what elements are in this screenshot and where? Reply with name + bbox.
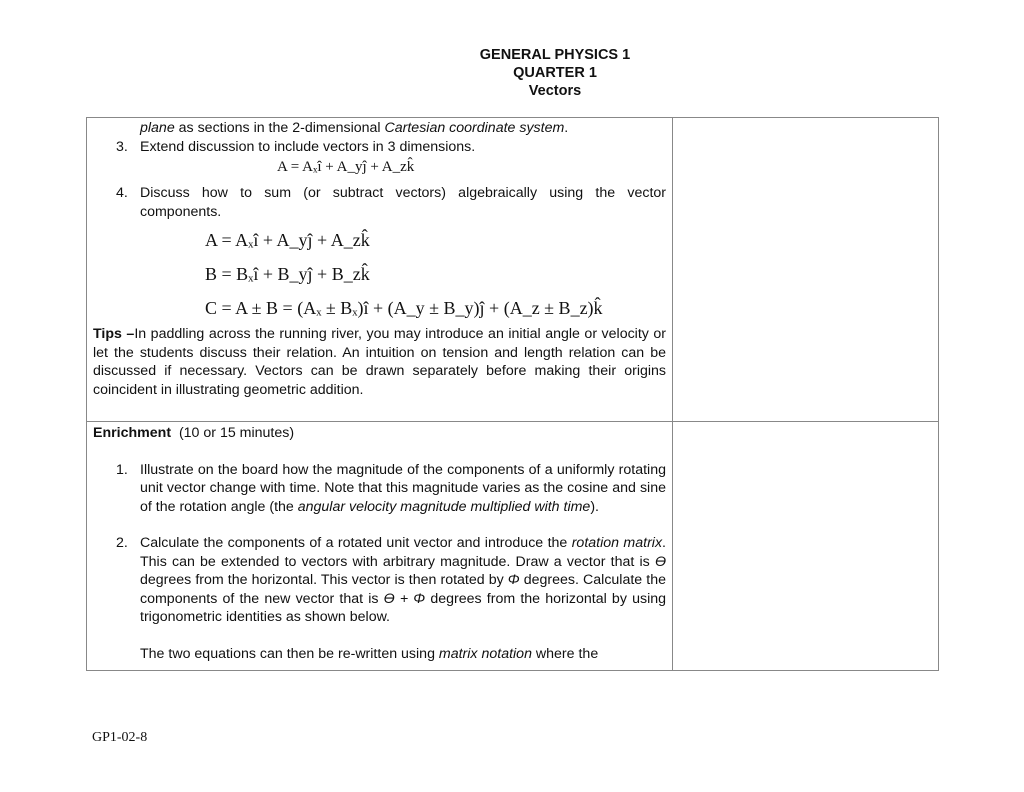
- page-code: GP1-02-8: [92, 730, 148, 745]
- list-item: 2. Calculate the components of a rotated unit vector and introduce the rotation matrix. This can be extended to vectors with arbitrary magnitude. Draw a vector that is ϴ degrees from the horizontal. This vector is then rotated by Φ degrees. Calculate the components of the new vector that is ϴ + Φ degrees from the horizontal by using trigonometric identities as shown below.: [116, 535, 667, 625]
- enrichment-heading: Enrichment (10 or 15 minutes): [93, 425, 295, 441]
- enrichment-cell: [87, 422, 673, 671]
- notes-cell: [673, 118, 939, 422]
- header-quarter: QUARTER 1: [513, 65, 597, 81]
- lesson-table: [86, 117, 939, 671]
- list-item: 3. Extend discussion to include vectors in 3 dimensions.: [116, 138, 476, 155]
- equation-vector-sum: C = A ± B = (Aₓ ± Bₓ)î + (A_y ± B_y)ĵ + (A_z ± B_z)k̂: [205, 298, 603, 318]
- equation-3d-vector: A = Aₓî + A_yĵ + A_zk̂: [277, 159, 415, 175]
- tips-paragraph: Tips –In paddling across the running river, you may introduce an initial angle or velocity or let the students discuss their relation. An intuition on tension and length relation can be discussed if necessary. Vectors can be drawn separately before making their origins coincident in illustrating geometric addition.: [93, 326, 666, 398]
- equation-vector-b: B = Bₓî + B_yĵ + B_zk̂: [205, 264, 370, 284]
- notes-cell: [673, 422, 939, 671]
- continued-text: plane as sections in the 2-dimensional Cartesian coordinate system.: [140, 120, 569, 136]
- equation-vector-a: A = Aₓî + A_yĵ + A_zk̂: [205, 230, 370, 250]
- list-item: 1. Illustrate on the board how the magnitude of the components of a uniformly rotating unit vector change with time. Note that this magnitude varies as the cosine and sine of the rotation angle (the angular velocity magnitude multiplied with time).: [116, 461, 666, 515]
- matrix-notation-paragraph: The two equations can then be re-written using matrix notation where the: [140, 645, 599, 662]
- table-row: [87, 422, 939, 671]
- list-item: 4. Discuss how to sum (or subtract vectors) algebraically using the vector components.: [116, 185, 666, 220]
- content-cell: [87, 118, 673, 422]
- header-topic: Vectors: [528, 83, 582, 99]
- header-title: GENERAL PHYSICS 1: [479, 47, 631, 63]
- page-header: [300, 46, 724, 100]
- table-row: [87, 118, 939, 422]
